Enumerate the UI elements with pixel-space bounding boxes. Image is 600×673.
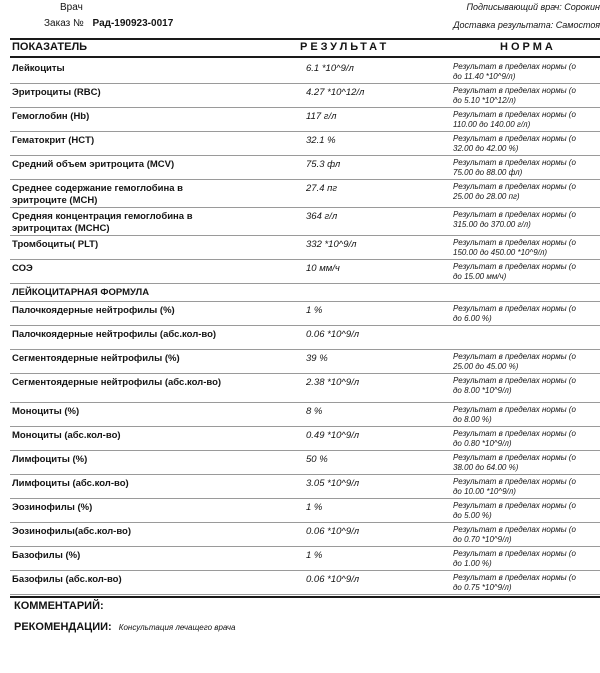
norm-text: Результат в пределах нормы (о до 11.40 *10^9/л)	[453, 62, 576, 81]
indicator-name: Гематокрит (HCT)	[12, 135, 95, 146]
recommend-label: РЕКОМЕНДАЦИИ:	[14, 621, 112, 633]
col-norm: НОРМА	[500, 41, 556, 53]
indicator-name: Сегментоядерные нейтрофилы (абс.кол-во)	[12, 377, 222, 388]
table-row	[10, 403, 600, 427]
table-row	[10, 451, 600, 475]
order-info	[44, 18, 173, 29]
indicator-name: СОЭ	[12, 263, 33, 274]
comment-label: КОММЕНТАРИЙ:	[14, 600, 104, 612]
table-row	[10, 427, 600, 451]
header-rule-bottom	[10, 56, 600, 58]
delivery-info: Доставка результата: Самостоя	[453, 20, 600, 30]
norm-text: Результат в пределах нормы (о до 15.00 мм/ч)	[453, 262, 576, 281]
indicator-name: Моноциты (%)	[12, 406, 80, 417]
result-value: 8 %	[306, 406, 323, 417]
results-table	[10, 60, 600, 595]
norm-text: Результат в пределах нормы (о 25.00 до 45.00 %)	[453, 352, 576, 371]
doctor-label: Врач	[60, 2, 83, 13]
result-value: 1 %	[306, 550, 323, 561]
table-row	[10, 547, 600, 571]
table-row	[10, 180, 600, 208]
result-value: 75.3 фл	[306, 159, 341, 170]
table-bottom-rule	[10, 596, 600, 598]
indicator-name: Эозинофилы(абс.кол-во)	[12, 526, 132, 537]
result-value: 39 %	[306, 353, 328, 364]
table-row	[10, 302, 600, 326]
col-indicator: ПОКАЗАТЕЛЬ	[12, 41, 88, 53]
result-value: 364 г/л	[306, 211, 338, 222]
order-number: Рад-190923-0017	[92, 18, 174, 29]
result-value: 1 %	[306, 502, 323, 513]
indicator-name: Средний объем эритроцита (MCV)	[12, 159, 175, 170]
report-header	[0, 0, 600, 36]
table-row	[10, 208, 600, 236]
result-value: 2.38 *10^9/л	[306, 377, 360, 388]
norm-text: Результат в пределах нормы (о до 0.75 *10^9/л)	[453, 573, 576, 592]
norm-text: Результат в пределах нормы (о до 1.00 %)	[453, 549, 576, 568]
result-value: 0.06 *10^9/л	[306, 574, 360, 585]
indicator-name: Тромбоциты( PLT)	[12, 239, 99, 250]
indicator-name: Базофилы (абс.кол-во)	[12, 574, 122, 585]
order-label: Заказ №	[44, 18, 84, 29]
table-row	[10, 132, 600, 156]
indicator-name: Базофилы (%)	[12, 550, 81, 561]
table-row	[10, 499, 600, 523]
indicator-name: Лейкоциты	[12, 63, 65, 74]
table-row	[10, 350, 600, 374]
result-value: 0.49 *10^9/л	[306, 430, 360, 441]
table-row	[10, 156, 600, 180]
table-row	[10, 60, 600, 84]
indicator-name: Лимфоциты (%)	[12, 454, 88, 465]
table-row	[10, 236, 600, 260]
norm-text: Результат в пределах нормы (о до 8.00 *10^9/л)	[453, 376, 576, 395]
norm-text: Результат в пределах нормы (о до 6.00 %)	[453, 304, 576, 323]
norm-text: Результат в пределах нормы (о 315.00 до 370.00 г/л)	[453, 210, 576, 229]
table-row	[10, 326, 600, 350]
norm-text: Результат в пределах нормы (о 75.00 до 88.00 фл)	[453, 158, 576, 177]
signer-info: Подписывающий врач: Сорокин	[466, 2, 600, 12]
table-row	[10, 84, 600, 108]
norm-text: Результат в пределах нормы (о до 0.80 *10^9/л)	[453, 429, 576, 448]
table-row	[10, 260, 600, 284]
result-value: 50 %	[306, 454, 328, 465]
result-value: 0.06 *10^9/л	[306, 526, 360, 537]
leukocyte-section-title: ЛЕЙКОЦИТАРНАЯ ФОРМУЛА	[10, 284, 600, 302]
indicator-name: Лимфоциты (абс.кол-во)	[12, 478, 129, 489]
result-value: 332 *10^9/л	[306, 239, 357, 250]
indicator-name: Палочкоядерные нейтрофилы (абс.кол-во)	[12, 329, 217, 340]
indicator-name: Эритроциты (RBC)	[12, 87, 101, 98]
result-value: 3.05 *10^9/л	[306, 478, 360, 489]
indicator-name: Моноциты (абс.кол-во)	[12, 430, 121, 441]
result-value: 0.06 *10^9/л	[306, 329, 360, 340]
table-header	[10, 40, 600, 56]
norm-text: Результат в пределах нормы (о до 5.10 *10^12/л)	[453, 86, 576, 105]
norm-text: Результат в пределах нормы (о до 10.00 *10^9/л)	[453, 477, 576, 496]
table-row	[10, 374, 600, 403]
norm-text: Результат в пределах нормы (о до 8.00 %)	[453, 405, 576, 424]
recommendations	[14, 621, 235, 633]
table-row	[10, 475, 600, 499]
norm-text: Результат в пределах нормы (о 150.00 до 450.00 *10^9/л)	[453, 238, 576, 257]
result-value: 117 г/л	[306, 111, 337, 122]
result-value: 32.1 %	[306, 135, 336, 146]
table-row	[10, 523, 600, 547]
result-value: 1 %	[306, 305, 323, 316]
norm-text: Результат в пределах нормы (о 25.00 до 28.00 пг)	[453, 182, 576, 201]
indicator-name: Среднее содержание гемоглобина в эритроците (MCH)	[12, 183, 183, 206]
norm-text: Результат в пределах нормы (о 110.00 до 140.00 г/л)	[453, 110, 576, 129]
indicator-name: Гемоглобин (Hb)	[12, 111, 90, 122]
norm-text: Результат в пределах нормы (о до 5.00 %)	[453, 501, 576, 520]
blood-rows	[10, 60, 600, 284]
report-footer	[14, 600, 236, 633]
table-row	[10, 571, 600, 595]
result-value: 27.4 пг	[306, 183, 338, 194]
result-value: 10 мм/ч	[306, 263, 340, 274]
norm-text: Результат в пределах нормы (о 38.00 до 64.00 %)	[453, 453, 576, 472]
result-value: 4.27 *10^12/л	[306, 87, 365, 98]
recommend-text: Консультация лечащего врача	[118, 623, 236, 632]
indicator-name: Сегментоядерные нейтрофилы (%)	[12, 353, 180, 364]
leukocyte-rows	[10, 302, 600, 595]
indicator-name: Средняя концентрация гемоглобина в эритроцитах (MCHC)	[12, 211, 193, 234]
norm-text: Результат в пределах нормы (о 32.00 до 42.00 %)	[453, 134, 576, 153]
table-row	[10, 108, 600, 132]
indicator-name: Эозинофилы (%)	[12, 502, 93, 513]
result-value: 6.1 *10^9/л	[306, 63, 354, 74]
indicator-name: Палочкоядерные нейтрофилы (%)	[12, 305, 175, 316]
col-result: РЕЗУЛЬТАТ	[300, 41, 390, 53]
norm-text: Результат в пределах нормы (о до 0.70 *10^9/л)	[453, 525, 576, 544]
